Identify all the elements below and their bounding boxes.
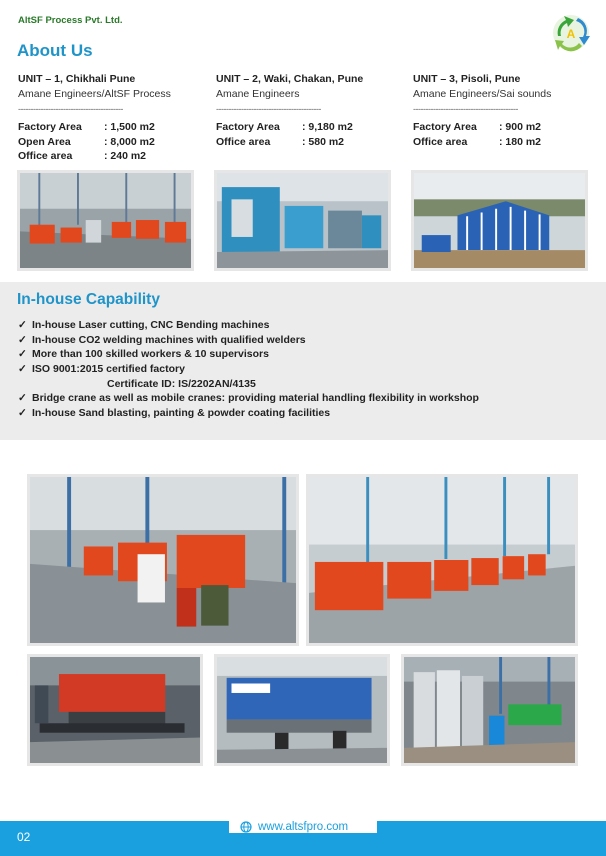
spec-row bbox=[216, 120, 396, 135]
unit-subtitle: Amane Engineers bbox=[216, 87, 300, 100]
spec-row bbox=[413, 135, 593, 150]
spec-value: : 240 m2 bbox=[104, 150, 147, 162]
unit-2-factory-photo bbox=[214, 170, 391, 271]
divider: ------------------------------------------ bbox=[413, 104, 518, 114]
gallery-photo-control-panels bbox=[401, 654, 578, 766]
recycle-logo-icon bbox=[548, 12, 594, 54]
unit-2-info bbox=[216, 72, 396, 149]
list-item: ✓ ISO 9001:2015 certified factory bbox=[18, 363, 185, 376]
page-number: 02 bbox=[17, 830, 31, 844]
check-icon: ✓ bbox=[18, 333, 27, 346]
spec-label: Open Area bbox=[18, 135, 71, 148]
spec-label: Office area bbox=[413, 135, 468, 148]
check-icon: ✓ bbox=[18, 348, 27, 361]
list-item: ✓ In-house CO2 welding machines with qualified welders bbox=[18, 333, 306, 346]
list-item: ✓ More than 100 skilled workers & 10 supervisors bbox=[18, 348, 269, 361]
unit-name: UNIT – 2, Waki, Chakan, Pune bbox=[216, 73, 364, 85]
spec-row bbox=[413, 120, 593, 135]
unit-1-info bbox=[18, 72, 198, 164]
unit-3-info bbox=[413, 72, 593, 149]
unit-1-factory-photo bbox=[17, 170, 194, 271]
spec-value: : 900 m2 bbox=[499, 121, 542, 133]
spec-label: Factory Area bbox=[413, 121, 477, 133]
spec-row bbox=[18, 120, 198, 135]
spec-row bbox=[18, 149, 198, 164]
spec-label: Factory Area bbox=[216, 121, 280, 133]
spec-label: Office area bbox=[18, 150, 73, 162]
about-title: About Us bbox=[17, 41, 93, 60]
check-icon: ✓ bbox=[18, 406, 27, 419]
spec-value: : 180 m2 bbox=[499, 135, 542, 148]
spec-label: Factory Area bbox=[18, 121, 82, 133]
spec-value: : 9,180 m2 bbox=[302, 121, 353, 133]
spec-row bbox=[216, 135, 396, 150]
divider: ------------------------------------------ bbox=[216, 104, 321, 114]
spec-value: : 1,500 m2 bbox=[104, 121, 155, 133]
list-item: ✓ Bridge crane as well as mobile cranes: providing material handling flexibility in workshop bbox=[18, 392, 479, 405]
globe-icon bbox=[240, 821, 252, 833]
unit-name: UNIT – 3, Pisoli, Pune bbox=[413, 73, 521, 85]
capability-title: In-house Capability bbox=[17, 291, 160, 308]
gallery-photo-laser-cutting bbox=[27, 654, 203, 766]
check-icon: ✓ bbox=[18, 392, 27, 405]
spec-value: : 580 m2 bbox=[302, 135, 345, 148]
unit-subtitle: Amane Engineers/Sai sounds bbox=[413, 87, 552, 100]
spec-value: : 8,000 m2 bbox=[104, 135, 155, 148]
gallery-photo-cnc-bending bbox=[214, 654, 390, 766]
unit-3-factory-photo bbox=[411, 170, 588, 271]
unit-subtitle: Amane Engineers/AltSF Process bbox=[18, 87, 171, 100]
check-icon: ✓ bbox=[18, 363, 27, 376]
list-item: ✓ In-house Laser cutting, CNC Bending machines bbox=[18, 319, 270, 332]
gallery-photo-gensets bbox=[27, 474, 299, 646]
capability-list bbox=[18, 318, 479, 420]
company-name: AltSF Process Pvt. Ltd. bbox=[18, 15, 123, 26]
list-item: ✓ In-house Sand blasting, painting & powder coating facilities bbox=[18, 406, 331, 419]
certificate-id: Certificate ID: IS/2202AN/4135 bbox=[107, 377, 256, 390]
website-link[interactable] bbox=[240, 821, 348, 833]
spec-row bbox=[18, 135, 198, 150]
divider: ------------------------------------------ bbox=[18, 104, 123, 114]
check-icon: ✓ bbox=[18, 319, 27, 332]
spec-label: Office area bbox=[216, 135, 271, 148]
website-text[interactable]: www.altsfpro.com bbox=[258, 821, 349, 833]
unit-name: UNIT – 1, Chikhali Pune bbox=[18, 73, 136, 85]
svg-text:A: A bbox=[566, 27, 576, 41]
gallery-photo-assembly-line bbox=[306, 474, 578, 646]
